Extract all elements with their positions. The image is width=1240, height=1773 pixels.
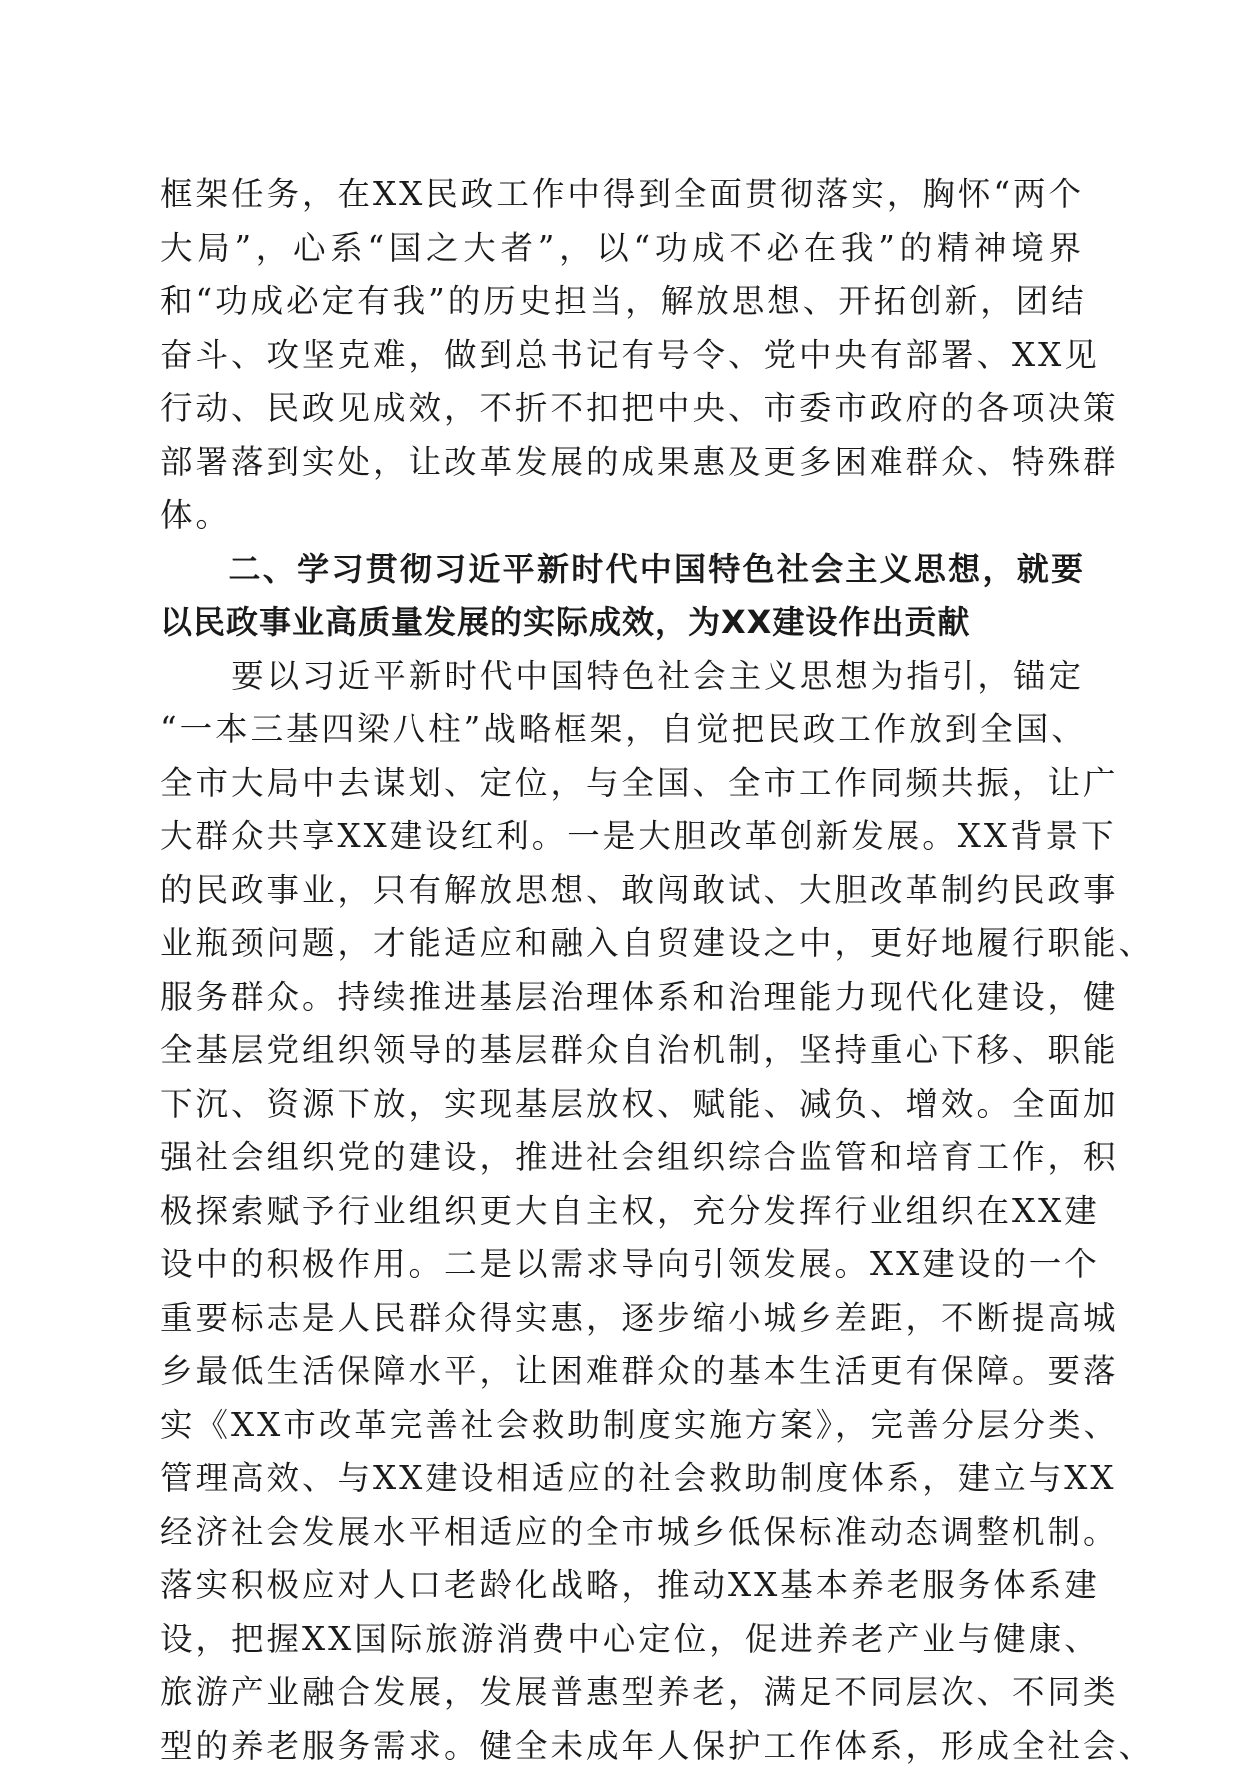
paragraph-section-2-body — [160, 650, 1084, 1773]
text-line: 乡最低生活保障水平，让困难群众的基本生活更有保障。要落 — [160, 1345, 1084, 1399]
text-line: 全基层党组织领导的基层群众自治机制，坚持重心下移、职能 — [160, 1024, 1084, 1078]
text-line: 部署落到实处，让改革发展的成果惠及更多困难群众、特殊群 — [160, 436, 1084, 490]
document-page — [160, 168, 1084, 1773]
text-line: 大群众共享XX建设红利。一是大胆改革创新发展。XX背景下 — [160, 810, 1084, 864]
text-line: 设中的积极作用。二是以需求导向引领发展。XX建设的一个 — [160, 1238, 1084, 1292]
heading-line: 二、学习贯彻习近平新时代中国特色社会主义思想，就要 — [160, 543, 1084, 597]
text-line: 下沉、资源下放，实现基层放权、赋能、减负、增效。全面加 — [160, 1078, 1084, 1132]
text-line: 和“功成必定有我”的历史担当，解放思想、开拓创新，团结 — [160, 275, 1084, 329]
heading-line: 以民政事业高质量发展的实际成效，为XX建设作出贡献 — [160, 596, 1084, 650]
text-line: “一本三基四梁八柱”战略框架，自觉把民政工作放到全国、 — [160, 703, 1084, 757]
text-line: 奋斗、攻坚克难，做到总书记有号令、党中央有部署、XX见 — [160, 329, 1084, 383]
text-line: 管理高效、与XX建设相适应的社会救助制度体系，建立与XX — [160, 1452, 1084, 1506]
text-line: 全市大局中去谋划、定位，与全国、全市工作同频共振，让广 — [160, 757, 1084, 811]
text-line: 极探索赋予行业组织更大自主权，充分发挥行业组织在XX建 — [160, 1185, 1084, 1239]
text-line: 实《XX市改革完善社会救助制度实施方案》，完善分层分类、 — [160, 1399, 1084, 1453]
text-line: 落实积极应对人口老龄化战略，推动XX基本养老服务体系建 — [160, 1559, 1084, 1613]
text-line: 业瓶颈问题，才能适应和融入自贸建设之中，更好地履行职能、 — [160, 917, 1084, 971]
text-line: 经济社会发展水平相适应的全市城乡低保标准动态调整机制。 — [160, 1506, 1084, 1560]
text-line: 大局”，心系“国之大者”，以“功成不必在我”的精神境界 — [160, 222, 1084, 276]
text-line: 强社会组织党的建设，推进社会组织综合监管和培育工作，积 — [160, 1131, 1084, 1185]
paragraph-continuation — [160, 168, 1084, 543]
text-line: 的民政事业，只有解放思想、敢闯敢试、大胆改革制约民政事 — [160, 864, 1084, 918]
text-line: 型的养老服务需求。健全未成年人保护工作体系，形成全社会、 — [160, 1720, 1084, 1773]
text-line: 体。 — [160, 489, 1084, 543]
text-line: 服务群众。持续推进基层治理体系和治理能力现代化建设，健 — [160, 971, 1084, 1025]
section-heading-2 — [160, 543, 1084, 650]
text-line: 框架任务，在XX民政工作中得到全面贯彻落实，胸怀“两个 — [160, 168, 1084, 222]
text-line: 设，把握XX国际旅游消费中心定位，促进养老产业与健康、 — [160, 1613, 1084, 1667]
text-line: 行动、民政见成效，不折不扣把中央、市委市政府的各项决策 — [160, 382, 1084, 436]
text-line: 重要标志是人民群众得实惠，逐步缩小城乡差距，不断提高城 — [160, 1292, 1084, 1346]
text-line: 要以习近平新时代中国特色社会主义思想为指引，锚定 — [160, 650, 1084, 704]
text-line: 旅游产业融合发展，发展普惠型养老，满足不同层次、不同类 — [160, 1666, 1084, 1720]
